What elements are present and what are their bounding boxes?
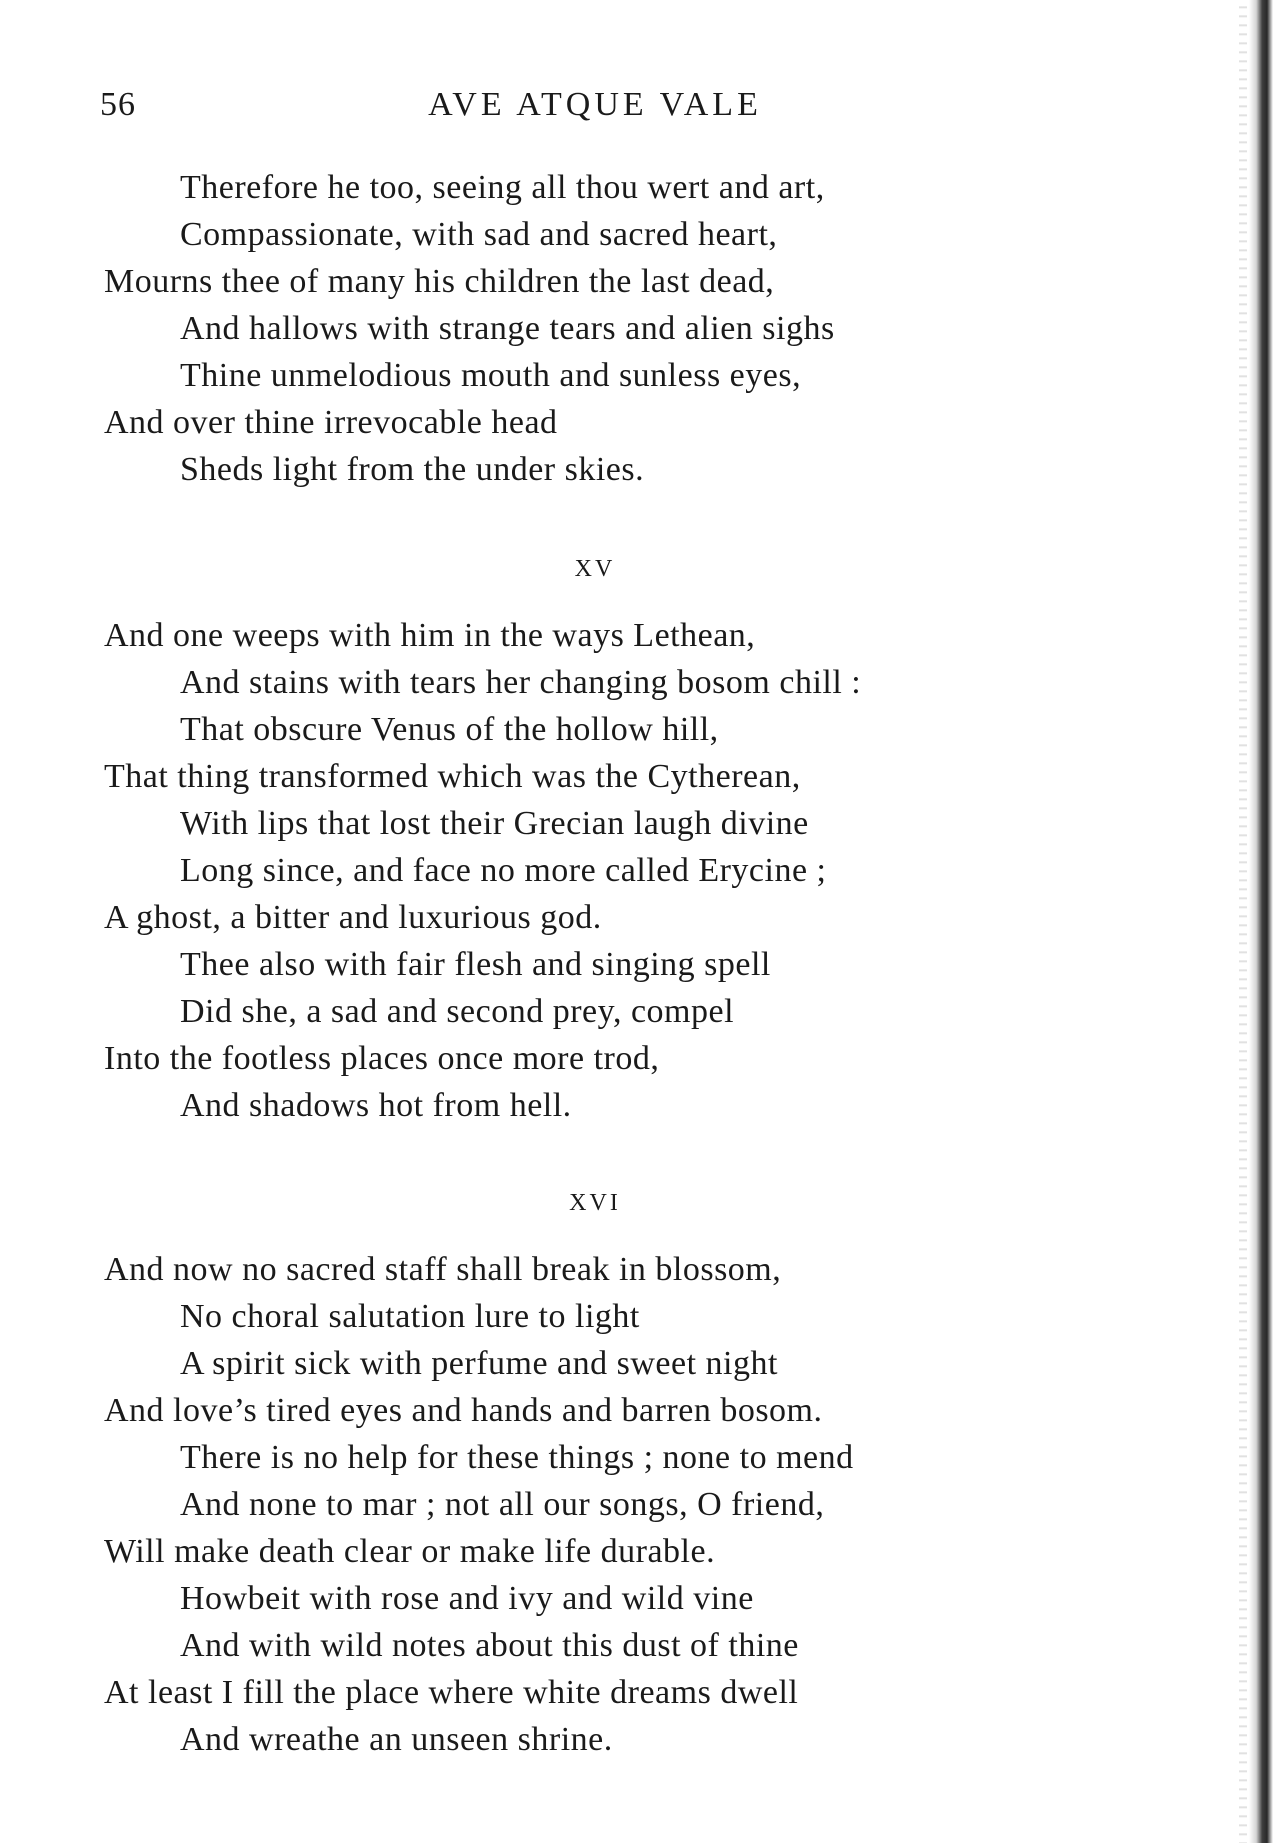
poem-line: Did she, a sad and second prey, compel (180, 993, 735, 1030)
poem-line: Into the footless places once more trod, (104, 1040, 660, 1077)
poem-line: Thine unmelodious mouth and sunless eyes, (180, 357, 802, 394)
stanza-numeral-xvi: XVI (569, 1190, 621, 1216)
poem-line: Will make death clear or make life durable. (104, 1533, 716, 1570)
poem-line: With lips that lost their Grecian laugh divine (180, 805, 809, 842)
poem-line: And wreathe an unseen shrine. (180, 1721, 613, 1758)
running-title: AVE ATQUE VALE (428, 86, 762, 123)
poem-line: And stains with tears her changing bosom chill : (180, 664, 862, 701)
poem-line: And love’s tired eyes and hands and barren bosom. (104, 1392, 823, 1429)
poem-line: A spirit sick with perfume and sweet night (180, 1345, 778, 1382)
poem-line: And hallows with strange tears and alien sighs (180, 310, 835, 347)
poem-line: And with wild notes about this dust of thine (180, 1627, 799, 1664)
book-binding-edge (1249, 0, 1273, 1843)
poem-line: And now no sacred staff shall break in blossom, (104, 1251, 782, 1288)
poem-line: Long since, and face no more called Erycine ; (180, 852, 827, 889)
poem-line: Thee also with fair flesh and singing spell (180, 946, 771, 983)
page-number: 56 (100, 86, 136, 123)
poem-line: Compassionate, with sad and sacred heart, (180, 216, 778, 253)
poem-line: At least I fill the place where white dreams dwell (104, 1674, 799, 1711)
poem-line: Mourns thee of many his children the last dead, (104, 263, 775, 300)
poem-line: A ghost, a bitter and luxurious god. (104, 899, 602, 936)
poem-line: And none to mar ; not all our songs, O friend, (180, 1486, 825, 1523)
page-edge-shadow (1239, 0, 1247, 1843)
poem-line: And over thine irrevocable head (104, 404, 558, 441)
poem-line: Sheds light from the under skies. (180, 451, 645, 488)
poem-line: That thing transformed which was the Cytherean, (104, 758, 801, 795)
stanza-numeral-xv: XV (574, 556, 616, 582)
poem-line: Howbeit with rose and ivy and wild vine (180, 1580, 754, 1617)
poem-line: Therefore he too, seeing all thou wert and art, (180, 169, 825, 206)
poem-line: There is no help for these things ; none to mend (180, 1439, 854, 1476)
poem-line: And shadows hot from hell. (180, 1087, 572, 1124)
poem-line: That obscure Venus of the hollow hill, (180, 711, 719, 748)
poem-line: And one weeps with him in the ways Lethean, (104, 617, 756, 654)
poem-line: No choral salutation lure to light (180, 1298, 640, 1335)
